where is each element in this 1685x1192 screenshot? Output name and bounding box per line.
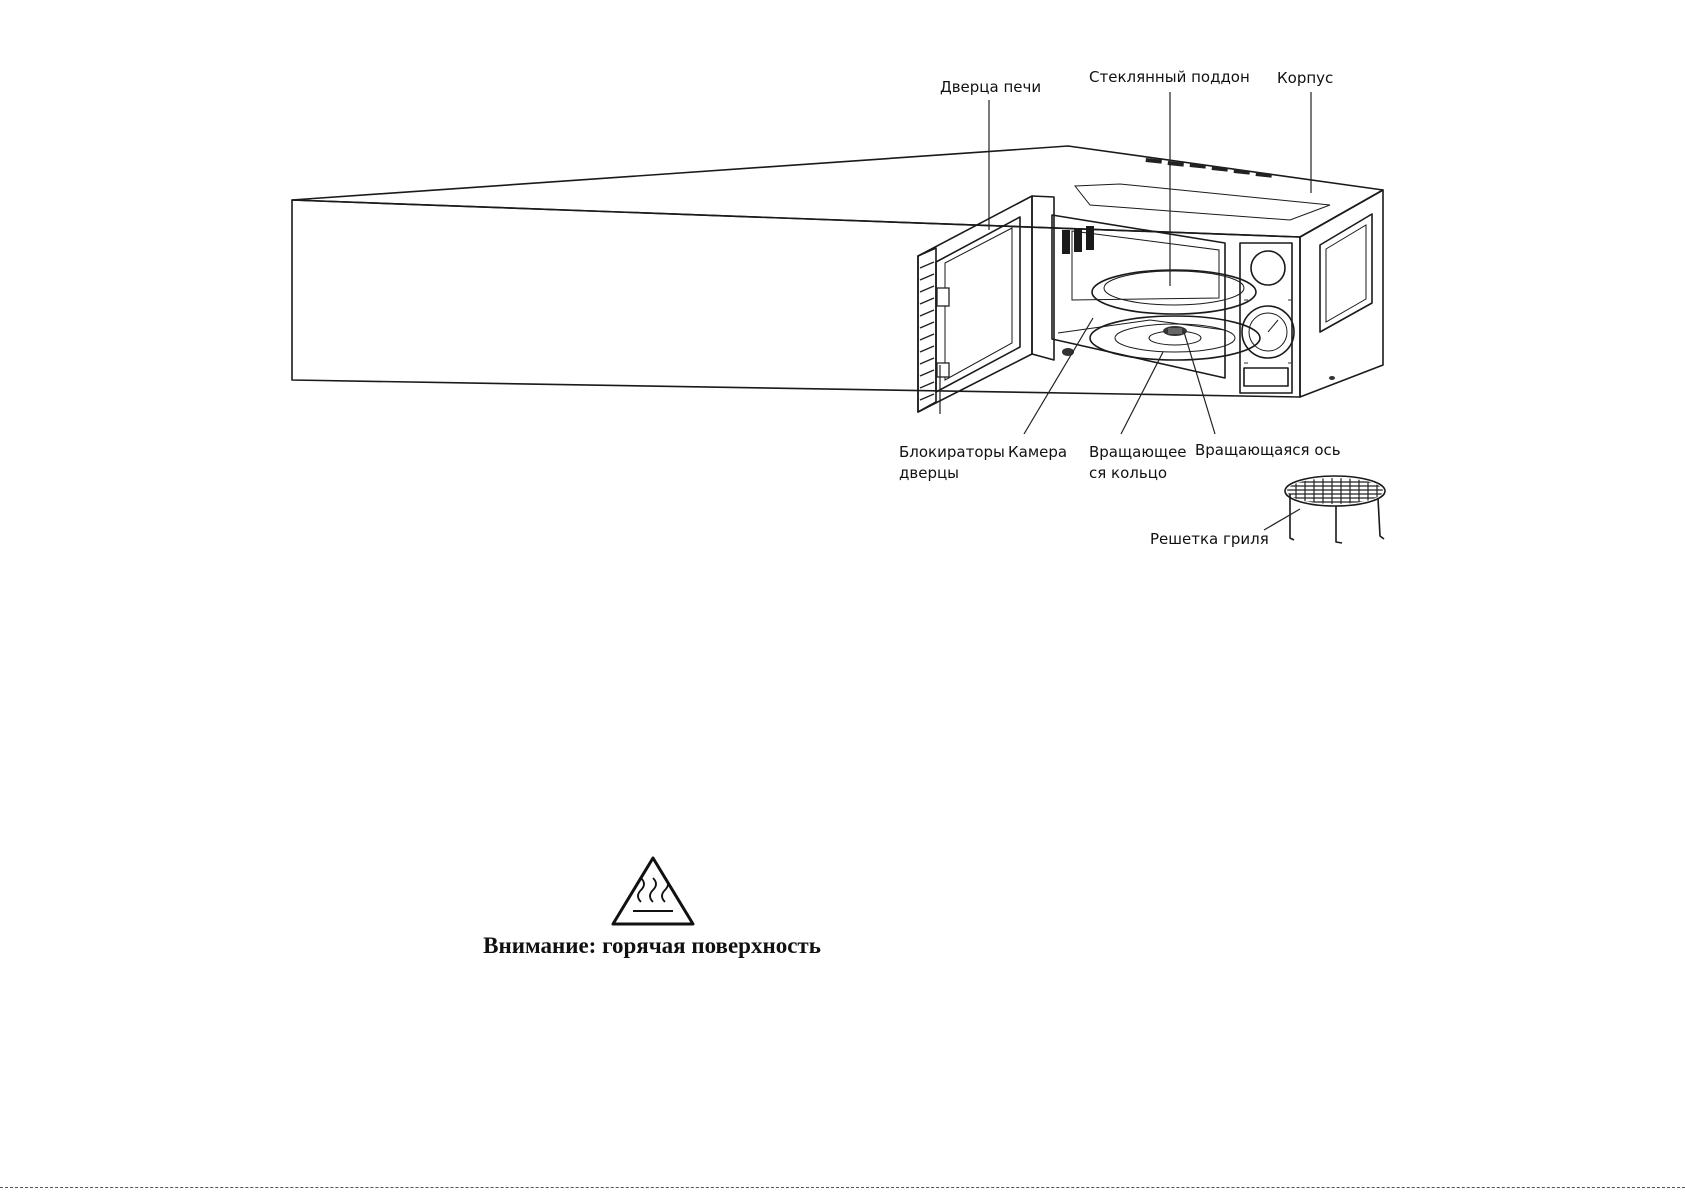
label-chamber: Камера: [1008, 443, 1068, 461]
label-rotating-ring-1: Вращающее: [1089, 443, 1187, 461]
warning-text: Внимание: горячая поверхность: [483, 933, 821, 958]
label-door-locks-1: Блокираторы: [899, 443, 1005, 461]
label-rotating-axis: Вращающаяся ось: [1195, 441, 1341, 459]
microwave-illustration: [292, 146, 1383, 412]
hot-surface-icon: [613, 858, 693, 924]
label-glass-tray: Стеклянный поддон: [1089, 68, 1250, 86]
label-door-locks-2: дверцы: [899, 464, 960, 482]
hot-surface-warning: [483, 858, 821, 958]
label-door: Дверца печи: [940, 78, 1042, 96]
page-bottom-rule: [0, 1187, 1685, 1188]
label-housing: Корпус: [1277, 69, 1334, 87]
label-grill-rack: Решетка гриля: [1150, 530, 1269, 548]
label-rotating-ring-2: ся кольцо: [1089, 464, 1168, 482]
